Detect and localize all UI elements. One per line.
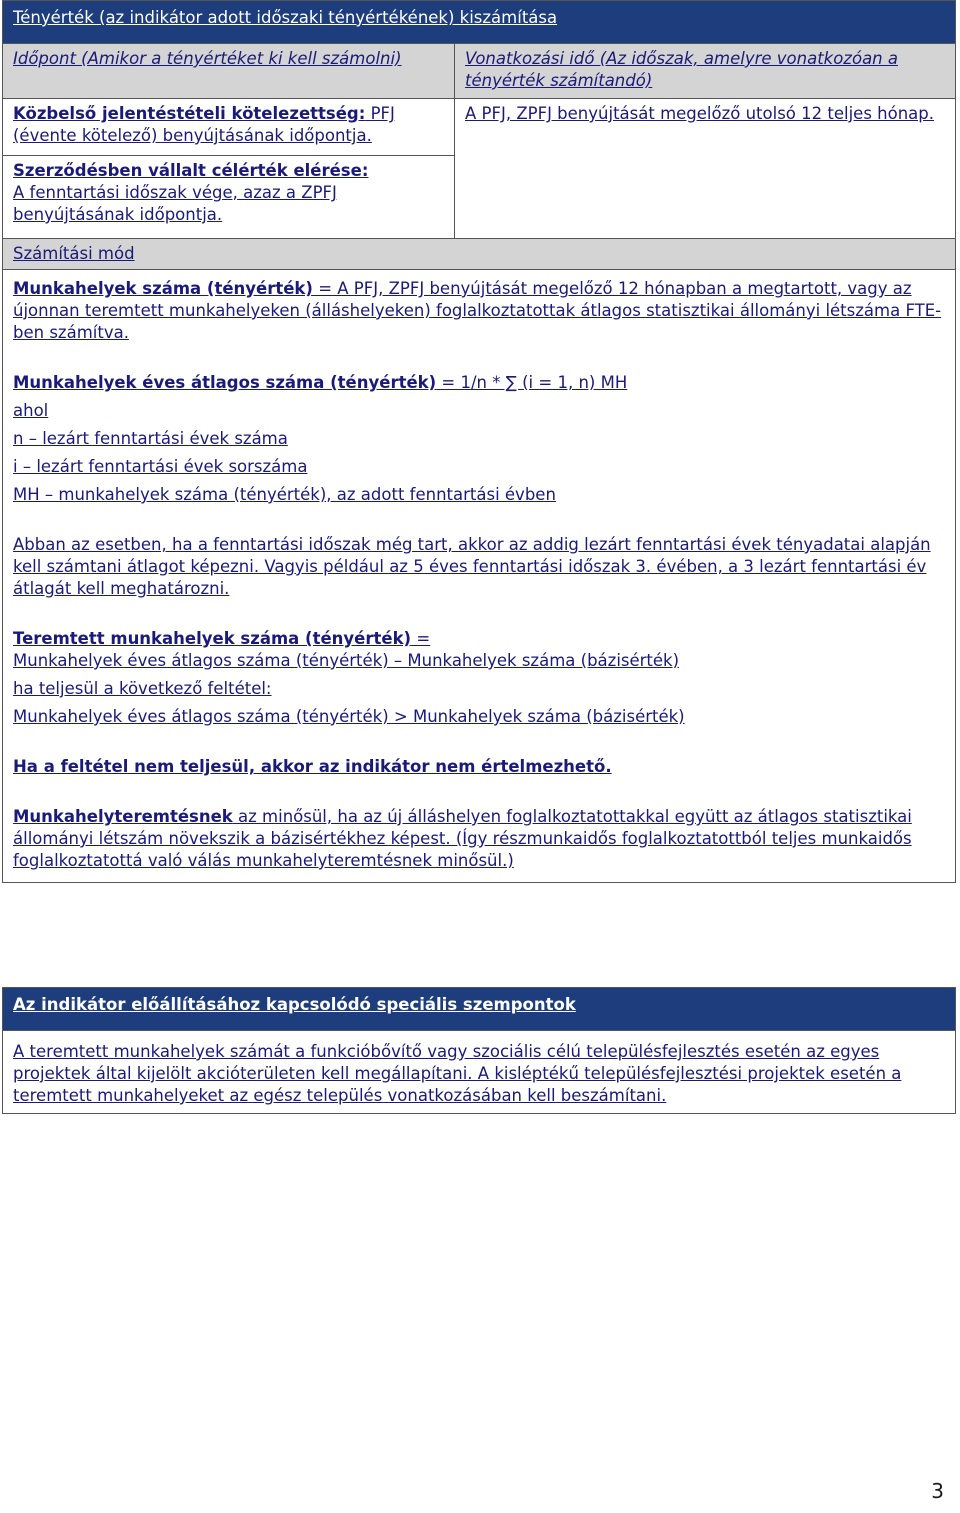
timing-interim-cell (3, 99, 455, 156)
method-p4-formula: Munkahelyek éves átlagos száma (tényérték) – Munkahelyek száma (bázisérték) (13, 651, 680, 670)
special-text: A teremtett munkahelyek számát a funkcióbővítő vagy szociális célú településfejlesztés esetén az egyes projektek által kijelölt akcióterületen kell megállapítani. A kisléptékű településfejlesztési projektek esetén a teremtett munkahelyeket az egész település vonatkozásában kell beszámítani. (13, 1042, 902, 1105)
target-text: A fenntartási időszak vége, azaz a ZPFJ benyújtásának időpontja. (13, 183, 337, 224)
method-p1: Munkahelyek száma (tényérték) = A PFJ, ZPFJ benyújtását megelőző 12 hónapban a megtartott, vagy az újonnan teremtett munkahelyeken (álláshelyeken) foglalkoztatottak átlagos statisztikai állományi létszáma FTE-ben számítva. (13, 279, 942, 342)
timing-heading-left: Időpont (Amikor a tényértéket ki kell számolni) (3, 44, 455, 99)
interim-text: PFJ (évente kötelező) benyújtásának időpontja. (13, 104, 395, 145)
timing-reference-cell (455, 99, 956, 239)
section-header (3, 1, 956, 44)
special-title: Az indikátor előállításához kapcsolódó speciális szempontok (13, 995, 576, 1014)
special-header (3, 988, 956, 1031)
timing-heading-right: Vonatkozási idő (Az időszak, amelyre vonatkozóan a tényérték számítandó) (455, 44, 956, 99)
reference-text: A PFJ, ZPFJ benyújtását megelőző utolsó 12 teljes hónap. (465, 104, 935, 123)
timing-target-cell (3, 156, 455, 239)
def-i: i – lezárt fenntartási évek sorszáma (13, 457, 308, 476)
special-body (3, 1031, 956, 1114)
def-mh: MH – munkahelyek száma (tényérték), az adott fenntartási évben (13, 485, 556, 504)
method-ahol: ahol (13, 401, 49, 420)
special-aspects-table (2, 987, 956, 1114)
method-p4-cond: ha teljesül a következő feltétel: (13, 679, 272, 698)
method-p5: Ha a feltétel nem teljesül, akkor az indikátor nem értelmezhető. (13, 757, 612, 776)
method-p4: Teremtett munkahelyek száma (tényérték) = (13, 629, 431, 648)
interim-label: Közbelső jelentéstételi kötelezettség: (13, 104, 366, 123)
method-p2: Munkahelyek éves átlagos száma (tényérték) = 1/n * ∑ (i = 1, n) MH (13, 373, 628, 392)
method-heading-cell (3, 239, 956, 270)
calculation-table (2, 0, 956, 883)
page-number: 3 (931, 1479, 944, 1503)
method-p6: Munkahelyteremtésnek az minősül, ha az új álláshelyen foglalkoztatottakkal együtt az átlagos statisztikai állományi létszám növekszik a bázisértékhez képest. (Így részmunkaidős foglalkoztatottból teljes munkaidős foglalkoztatottá való válás munkahelyteremtésnek minősül.) (13, 807, 912, 870)
def-n: n – lezárt fenntartási évek száma (13, 429, 288, 448)
method-p3: Abban az esetben, ha a fenntartási időszak még tart, akkor az addig lezárt fenntartási évek tényadatai alapján kell számtani átlagot képezni. Vagyis például az 5 éves fenntartási időszak 3. évében, a 3 lezárt fenntartási év átlagát kell meghatározni. (13, 535, 931, 598)
target-label: Szerződésben vállalt célérték elérése: (13, 161, 369, 180)
method-p4-cond-formula: Munkahelyek éves átlagos száma (tényérték) > Munkahelyek száma (bázisérték) (13, 707, 685, 726)
section-title: Tényérték (az indikátor adott időszaki tényértékének) kiszámítása (13, 8, 558, 27)
method-body (3, 270, 956, 883)
method-heading: Számítási mód (13, 244, 135, 263)
